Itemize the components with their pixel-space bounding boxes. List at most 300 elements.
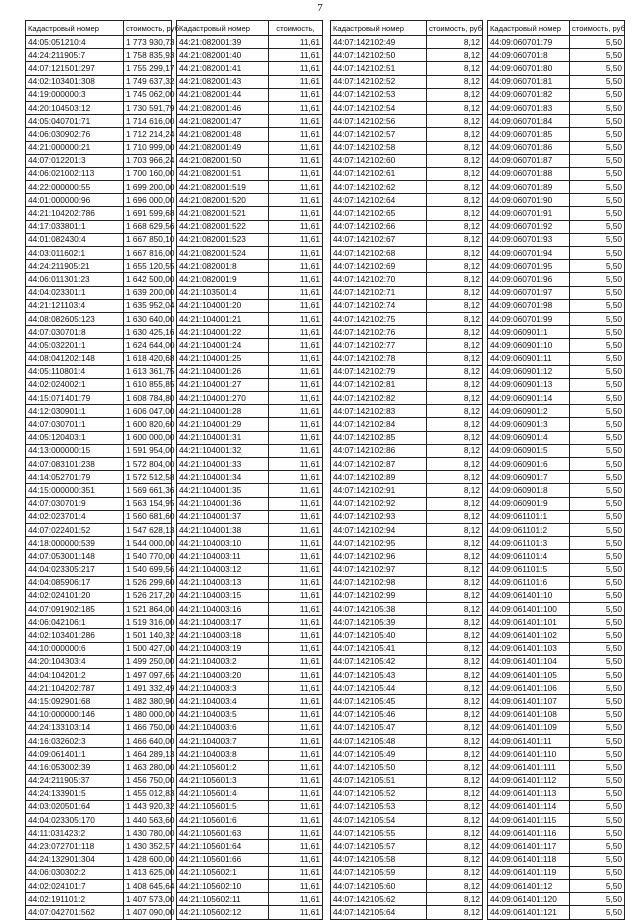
table-row bbox=[177, 339, 323, 352]
table-row bbox=[177, 734, 323, 747]
cadastral-number-cell: 44:21:104003:12 bbox=[177, 563, 269, 576]
header-cadastral-number: Кадастровый номер bbox=[488, 21, 570, 36]
cost-cell: 11,61 bbox=[269, 194, 323, 207]
table-row bbox=[331, 827, 483, 840]
cost-cell: 11,61 bbox=[269, 392, 323, 405]
table-row bbox=[331, 550, 483, 563]
cost-cell: 5,50 bbox=[570, 642, 625, 655]
cadastral-number-cell: 44:07:142102:51 bbox=[331, 62, 427, 75]
table-row bbox=[331, 392, 483, 405]
cost-cell: 11,61 bbox=[269, 787, 323, 800]
cost-cell: 11,61 bbox=[269, 484, 323, 497]
table-row bbox=[177, 181, 323, 194]
table-row bbox=[331, 589, 483, 602]
cost-cell: 11,61 bbox=[269, 207, 323, 220]
cost-cell: 5,50 bbox=[570, 128, 625, 141]
cost-cell: 8,12 bbox=[427, 906, 483, 919]
cadastral-number-cell: 44:21:103501:4 bbox=[177, 286, 269, 299]
table-row bbox=[26, 880, 172, 893]
cost-cell: 8,12 bbox=[427, 853, 483, 866]
cadastral-number-cell: 44:13:000000:15 bbox=[26, 444, 124, 457]
table-row bbox=[26, 576, 172, 589]
table-row bbox=[26, 49, 172, 62]
table-row bbox=[488, 827, 625, 840]
cadastral-number-cell: 44:21:104003:18 bbox=[177, 629, 269, 642]
table-row bbox=[331, 906, 483, 919]
cadastral-number-cell: 44:21:104001:35 bbox=[177, 484, 269, 497]
table-row bbox=[488, 774, 625, 787]
table-row bbox=[488, 880, 625, 893]
table-row bbox=[177, 695, 323, 708]
cadastral-number-cell: 44:21:104003:20 bbox=[177, 669, 269, 682]
cadastral-number-cell: 44:09:060701:84 bbox=[488, 115, 570, 128]
cadastral-number-cell: 44:07:142102:78 bbox=[331, 352, 427, 365]
cadastral-number-cell: 44:21:105601:2 bbox=[177, 761, 269, 774]
cost-cell: 11,61 bbox=[269, 655, 323, 668]
cost-cell: 5,50 bbox=[570, 247, 625, 260]
cost-cell: 5,50 bbox=[570, 365, 625, 378]
cadastral-number-cell: 44:09:060701:96 bbox=[488, 273, 570, 286]
cadastral-number-cell: 44:07:142105:43 bbox=[331, 669, 427, 682]
cadastral-number-cell: 44:09:061401:115 bbox=[488, 814, 570, 827]
cost-cell: 5,50 bbox=[570, 444, 625, 457]
cost-cell: 8,12 bbox=[427, 616, 483, 629]
table-row bbox=[488, 787, 625, 800]
table-row bbox=[26, 523, 172, 536]
table-row bbox=[177, 603, 323, 616]
table-row bbox=[177, 312, 323, 325]
cadastral-number-cell: 44:21:104202:787 bbox=[26, 682, 124, 695]
cadastral-number-cell: 44:09:061401:110 bbox=[488, 748, 570, 761]
table-row bbox=[488, 194, 625, 207]
table-row bbox=[331, 128, 483, 141]
cadastral-number-cell: 44:02:103401:286 bbox=[26, 629, 124, 642]
table-row bbox=[26, 141, 172, 154]
table-row bbox=[331, 603, 483, 616]
cadastral-number-cell: 44:21:104003:7 bbox=[177, 734, 269, 747]
cost-cell: 1 560 681,60 bbox=[124, 510, 172, 523]
cost-cell: 1 730 591,79 bbox=[124, 101, 172, 114]
table-row bbox=[177, 629, 323, 642]
cost-cell: 1 703 966,24 bbox=[124, 154, 172, 167]
cadastral-number-cell: 44:06:030302:2 bbox=[26, 866, 124, 879]
cadastral-number-cell: 44:10:000000:6 bbox=[26, 642, 124, 655]
cadastral-number-cell: 44:09:061401:116 bbox=[488, 827, 570, 840]
cost-cell: 11,61 bbox=[269, 629, 323, 642]
cost-cell: 8,12 bbox=[427, 312, 483, 325]
cadastral-number-cell: 44:07:142102:83 bbox=[331, 405, 427, 418]
table-row bbox=[331, 260, 483, 273]
cost-cell: 8,12 bbox=[427, 339, 483, 352]
table-row bbox=[26, 510, 172, 523]
cost-cell: 5,50 bbox=[570, 418, 625, 431]
cost-cell: 1 613 361,75 bbox=[124, 365, 172, 378]
cost-cell: 8,12 bbox=[427, 827, 483, 840]
table-row bbox=[488, 405, 625, 418]
cadastral-number-cell: 44:07:142102:85 bbox=[331, 431, 427, 444]
cadastral-number-cell: 44:16:053002:39 bbox=[26, 761, 124, 774]
table-row bbox=[488, 326, 625, 339]
cost-cell: 11,61 bbox=[269, 642, 323, 655]
table-row bbox=[26, 550, 172, 563]
cost-cell: 1 430 780,00 bbox=[124, 827, 172, 840]
cost-cell: 11,61 bbox=[269, 774, 323, 787]
table-row bbox=[488, 510, 625, 523]
table-row bbox=[331, 523, 483, 536]
cost-cell: 11,61 bbox=[269, 682, 323, 695]
cadastral-number-cell: 44:24:211905:37 bbox=[26, 774, 124, 787]
cost-cell: 8,12 bbox=[427, 471, 483, 484]
cadastral-number-cell: 44:09:061401:106 bbox=[488, 682, 570, 695]
cost-cell: 5,50 bbox=[570, 616, 625, 629]
cadastral-number-cell: 44:21:082001:47 bbox=[177, 115, 269, 128]
table-row bbox=[177, 247, 323, 260]
table-row bbox=[26, 471, 172, 484]
cadastral-number-cell: 44:09:060701:88 bbox=[488, 167, 570, 180]
cost-cell: 8,12 bbox=[427, 458, 483, 471]
table-row bbox=[26, 194, 172, 207]
table-row bbox=[26, 642, 172, 655]
cadastral-number-cell: 44:07:142102:93 bbox=[331, 510, 427, 523]
table-row bbox=[331, 642, 483, 655]
cadastral-number-cell: 44:07:142105:62 bbox=[331, 893, 427, 906]
cadastral-number-cell: 44:21:082001:41 bbox=[177, 62, 269, 75]
cadastral-number-cell: 44:09:061101:4 bbox=[488, 550, 570, 563]
cadastral-number-cell: 44:07:142102:71 bbox=[331, 286, 427, 299]
cost-cell: 8,12 bbox=[427, 233, 483, 246]
cost-cell: 8,12 bbox=[427, 181, 483, 194]
cadastral-number-cell: 44:07:142105:48 bbox=[331, 734, 427, 747]
cost-cell: 11,61 bbox=[269, 88, 323, 101]
cadastral-number-cell: 44:07:142105:55 bbox=[331, 827, 427, 840]
cost-cell: 11,61 bbox=[269, 431, 323, 444]
cadastral-number-cell: 44:21:104001:21 bbox=[177, 312, 269, 325]
cadastral-number-cell: 44:09:060701:97 bbox=[488, 286, 570, 299]
table-row bbox=[331, 682, 483, 695]
table-row bbox=[26, 365, 172, 378]
cost-cell: 1 456 750,00 bbox=[124, 774, 172, 787]
cadastral-number-cell: 44:21:121103:4 bbox=[26, 299, 124, 312]
cost-cell: 5,50 bbox=[570, 378, 625, 391]
cost-cell: 5,50 bbox=[570, 774, 625, 787]
cost-cell: 1 482 380,90 bbox=[124, 695, 172, 708]
table-row bbox=[26, 273, 172, 286]
cost-cell: 11,61 bbox=[269, 220, 323, 233]
table-row bbox=[26, 431, 172, 444]
cost-cell: 5,50 bbox=[570, 49, 625, 62]
table-row bbox=[488, 49, 625, 62]
cost-cell: 11,61 bbox=[269, 444, 323, 457]
cost-cell: 5,50 bbox=[570, 154, 625, 167]
cadastral-number-cell: 44:21:082001:43 bbox=[177, 75, 269, 88]
cadastral-number-cell: 44:01:082430:4 bbox=[26, 233, 124, 246]
cadastral-number-cell: 44:07:142102:52 bbox=[331, 75, 427, 88]
cost-cell: 11,61 bbox=[269, 708, 323, 721]
cadastral-number-cell: 44:02:024002:1 bbox=[26, 378, 124, 391]
cadastral-number-cell: 44:09:061401:109 bbox=[488, 721, 570, 734]
table-header-row bbox=[177, 21, 323, 36]
cost-cell: 8,12 bbox=[427, 695, 483, 708]
table-row bbox=[26, 233, 172, 246]
cost-cell: 1 714 616,00 bbox=[124, 115, 172, 128]
table-row bbox=[331, 154, 483, 167]
cost-cell: 5,50 bbox=[570, 471, 625, 484]
table-row bbox=[177, 141, 323, 154]
cadastral-number-cell: 44:09:060701:79 bbox=[488, 36, 570, 49]
table-row bbox=[331, 708, 483, 721]
table-row bbox=[177, 616, 323, 629]
cost-cell: 1 667 850,10 bbox=[124, 233, 172, 246]
table-row bbox=[488, 484, 625, 497]
cost-cell: 8,12 bbox=[427, 563, 483, 576]
cadastral-number-cell: 44:21:082001:50 bbox=[177, 154, 269, 167]
cadastral-number-cell: 44:07:142102:82 bbox=[331, 392, 427, 405]
cost-cell: 1 600 820,60 bbox=[124, 418, 172, 431]
table-row bbox=[488, 642, 625, 655]
table-row bbox=[26, 787, 172, 800]
table-row bbox=[488, 550, 625, 563]
cost-cell: 11,61 bbox=[269, 589, 323, 602]
table-row bbox=[488, 734, 625, 747]
cost-cell: 5,50 bbox=[570, 36, 625, 49]
cadastral-number-cell: 44:02:103401:308 bbox=[26, 75, 124, 88]
cost-cell: 8,12 bbox=[427, 220, 483, 233]
cadastral-table-2 bbox=[176, 20, 323, 920]
cost-cell: 11,61 bbox=[269, 247, 323, 260]
cadastral-number-cell: 44:07:142105:46 bbox=[331, 708, 427, 721]
cost-cell: 8,12 bbox=[427, 603, 483, 616]
cost-cell: 1 455 012,83 bbox=[124, 787, 172, 800]
cadastral-number-cell: 44:07:012201:3 bbox=[26, 154, 124, 167]
table-row bbox=[331, 207, 483, 220]
cost-cell: 11,61 bbox=[269, 458, 323, 471]
cadastral-number-cell: 44:07:142102:67 bbox=[331, 233, 427, 246]
cadastral-number-cell: 44:09:061401:107 bbox=[488, 695, 570, 708]
cost-cell: 11,61 bbox=[269, 471, 323, 484]
table-row bbox=[488, 312, 625, 325]
table-row bbox=[26, 616, 172, 629]
cost-cell: 1 572 512,58 bbox=[124, 471, 172, 484]
cadastral-number-cell: 44:21:000000:21 bbox=[26, 141, 124, 154]
table-row bbox=[488, 589, 625, 602]
table-row bbox=[26, 669, 172, 682]
cost-cell: 11,61 bbox=[269, 115, 323, 128]
table-row bbox=[331, 866, 483, 879]
cost-cell: 1 606 047,00 bbox=[124, 405, 172, 418]
table-row bbox=[177, 866, 323, 879]
cadastral-number-cell: 44:09:060701:8 bbox=[488, 49, 570, 62]
cadastral-number-cell: 44:21:105601:66 bbox=[177, 853, 269, 866]
cadastral-number-cell: 44:21:082001:46 bbox=[177, 101, 269, 114]
table-row bbox=[177, 378, 323, 391]
table-row bbox=[26, 537, 172, 550]
cost-cell: 5,50 bbox=[570, 392, 625, 405]
cadastral-number-cell: 44:04:023301:1 bbox=[26, 286, 124, 299]
cost-cell: 1 608 784,80 bbox=[124, 392, 172, 405]
cost-cell: 5,50 bbox=[570, 682, 625, 695]
cadastral-number-cell: 44:21:104001:24 bbox=[177, 339, 269, 352]
table-row bbox=[26, 444, 172, 457]
cost-cell: 11,61 bbox=[269, 378, 323, 391]
cost-cell: 8,12 bbox=[427, 629, 483, 642]
cost-cell: 5,50 bbox=[570, 734, 625, 747]
table-row bbox=[488, 207, 625, 220]
cadastral-number-cell: 44:07:142102:57 bbox=[331, 128, 427, 141]
cadastral-number-cell: 44:21:104001:29 bbox=[177, 418, 269, 431]
table-row bbox=[488, 378, 625, 391]
cadastral-number-cell: 44:09:061401:118 bbox=[488, 853, 570, 866]
cost-cell: 5,50 bbox=[570, 669, 625, 682]
table-row bbox=[26, 853, 172, 866]
cost-cell: 11,61 bbox=[269, 365, 323, 378]
table-row bbox=[331, 695, 483, 708]
table-row bbox=[177, 721, 323, 734]
cadastral-number-cell: 44:09:061401:1 bbox=[26, 748, 124, 761]
cadastral-number-cell: 44:21:082001:523 bbox=[177, 233, 269, 246]
cadastral-number-cell: 44:04:023305:170 bbox=[26, 814, 124, 827]
cadastral-number-cell: 44:09:060701:83 bbox=[488, 101, 570, 114]
cost-cell: 1 547 628,13 bbox=[124, 523, 172, 536]
cadastral-number-cell: 44:07:142102:64 bbox=[331, 194, 427, 207]
cost-cell: 11,61 bbox=[269, 603, 323, 616]
cadastral-number-cell: 44:07:083101:238 bbox=[26, 458, 124, 471]
table-row bbox=[331, 365, 483, 378]
cost-cell: 5,50 bbox=[570, 299, 625, 312]
cost-cell: 11,61 bbox=[269, 49, 323, 62]
table-row bbox=[488, 682, 625, 695]
table-row bbox=[177, 444, 323, 457]
table-row bbox=[488, 616, 625, 629]
cadastral-number-cell: 44:07:142105:44 bbox=[331, 682, 427, 695]
table-row bbox=[488, 247, 625, 260]
table-row bbox=[177, 154, 323, 167]
cost-cell: 8,12 bbox=[427, 800, 483, 813]
table-row bbox=[488, 603, 625, 616]
cost-cell: 5,50 bbox=[570, 484, 625, 497]
cost-cell: 1 440 563,60 bbox=[124, 814, 172, 827]
table-row bbox=[177, 260, 323, 273]
table-row bbox=[331, 880, 483, 893]
cost-cell: 11,61 bbox=[269, 537, 323, 550]
table-row bbox=[331, 629, 483, 642]
table-row bbox=[177, 853, 323, 866]
cost-cell: 5,50 bbox=[570, 181, 625, 194]
table-row bbox=[177, 220, 323, 233]
table-row bbox=[177, 115, 323, 128]
cost-cell: 5,50 bbox=[570, 273, 625, 286]
table-row bbox=[26, 708, 172, 721]
table-row bbox=[177, 748, 323, 761]
table-row bbox=[331, 655, 483, 668]
cadastral-number-cell: 44:07:142105:39 bbox=[331, 616, 427, 629]
cadastral-number-cell: 44:03:020501:64 bbox=[26, 800, 124, 813]
cadastral-number-cell: 44:04:085906:17 bbox=[26, 576, 124, 589]
table-row bbox=[488, 101, 625, 114]
cost-cell: 5,50 bbox=[570, 814, 625, 827]
cost-cell: 8,12 bbox=[427, 589, 483, 602]
cadastral-number-cell: 44:09:061401:105 bbox=[488, 669, 570, 682]
table-row bbox=[177, 523, 323, 536]
cost-cell: 8,12 bbox=[427, 141, 483, 154]
cadastral-number-cell: 44:21:104001:27 bbox=[177, 378, 269, 391]
cadastral-number-cell: 44:23:072701:118 bbox=[26, 840, 124, 853]
cost-cell: 8,12 bbox=[427, 550, 483, 563]
cadastral-number-cell: 44:21:104001:270 bbox=[177, 392, 269, 405]
table-row bbox=[331, 352, 483, 365]
table-row bbox=[488, 853, 625, 866]
table-row bbox=[177, 471, 323, 484]
table-row bbox=[488, 497, 625, 510]
cost-cell: 11,61 bbox=[269, 312, 323, 325]
cost-cell: 8,12 bbox=[427, 576, 483, 589]
cadastral-number-cell: 44:09:060901:6 bbox=[488, 458, 570, 471]
table-row bbox=[488, 721, 625, 734]
cost-cell: 5,50 bbox=[570, 167, 625, 180]
cost-cell: 11,61 bbox=[269, 800, 323, 813]
cadastral-number-cell: 44:07:142102:79 bbox=[331, 365, 427, 378]
cadastral-number-cell: 44:09:061101:5 bbox=[488, 563, 570, 576]
cost-cell: 1 700 160,00 bbox=[124, 167, 172, 180]
cadastral-number-cell: 44:06:042106:1 bbox=[26, 616, 124, 629]
cadastral-number-cell: 44:07:142102:87 bbox=[331, 458, 427, 471]
cadastral-number-cell: 44:21:104001:32 bbox=[177, 444, 269, 457]
cadastral-number-cell: 44:07:142102:70 bbox=[331, 273, 427, 286]
cost-cell: 8,12 bbox=[427, 326, 483, 339]
cadastral-number-cell: 44:09:060701:98 bbox=[488, 299, 570, 312]
cost-cell: 8,12 bbox=[427, 537, 483, 550]
cost-cell: 1 610 855,85 bbox=[124, 378, 172, 391]
cadastral-number-cell: 44:19:000000:3 bbox=[26, 88, 124, 101]
cost-cell: 11,61 bbox=[269, 721, 323, 734]
cost-cell: 1 466 640,00 bbox=[124, 734, 172, 747]
cadastral-number-cell: 44:21:104003:17 bbox=[177, 616, 269, 629]
cost-cell: 11,61 bbox=[269, 734, 323, 747]
table-row bbox=[26, 761, 172, 774]
cadastral-number-cell: 44:15:092901:68 bbox=[26, 695, 124, 708]
table-row bbox=[331, 167, 483, 180]
cost-cell: 5,50 bbox=[570, 603, 625, 616]
table-row bbox=[331, 141, 483, 154]
table-row bbox=[26, 866, 172, 879]
table-row bbox=[177, 88, 323, 101]
cadastral-number-cell: 44:07:142102:49 bbox=[331, 36, 427, 49]
cost-cell: 5,50 bbox=[570, 115, 625, 128]
cadastral-number-cell: 44:07:142102:96 bbox=[331, 550, 427, 563]
table-row bbox=[488, 286, 625, 299]
cadastral-number-cell: 44:09:060701:81 bbox=[488, 75, 570, 88]
cost-cell: 5,50 bbox=[570, 352, 625, 365]
table-row bbox=[488, 181, 625, 194]
cadastral-number-cell: 44:21:104003:11 bbox=[177, 550, 269, 563]
table-row bbox=[177, 682, 323, 695]
cadastral-number-cell: 44:15:000000:351 bbox=[26, 484, 124, 497]
cost-cell: 5,50 bbox=[570, 853, 625, 866]
cost-cell: 1 755 299,17 bbox=[124, 62, 172, 75]
cost-cell: 8,12 bbox=[427, 260, 483, 273]
cadastral-number-cell: 44:06:011301:23 bbox=[26, 273, 124, 286]
cadastral-number-cell: 44:09:061101:3 bbox=[488, 537, 570, 550]
cost-cell: 5,50 bbox=[570, 339, 625, 352]
cadastral-number-cell: 44:21:104003:3 bbox=[177, 682, 269, 695]
cost-cell: 11,61 bbox=[269, 167, 323, 180]
table-row bbox=[26, 418, 172, 431]
table-row bbox=[177, 840, 323, 853]
table-row bbox=[488, 273, 625, 286]
table-row bbox=[331, 418, 483, 431]
cadastral-number-cell: 44:09:060701:93 bbox=[488, 233, 570, 246]
cadastral-number-cell: 44:09:060701:80 bbox=[488, 62, 570, 75]
table-row bbox=[488, 418, 625, 431]
